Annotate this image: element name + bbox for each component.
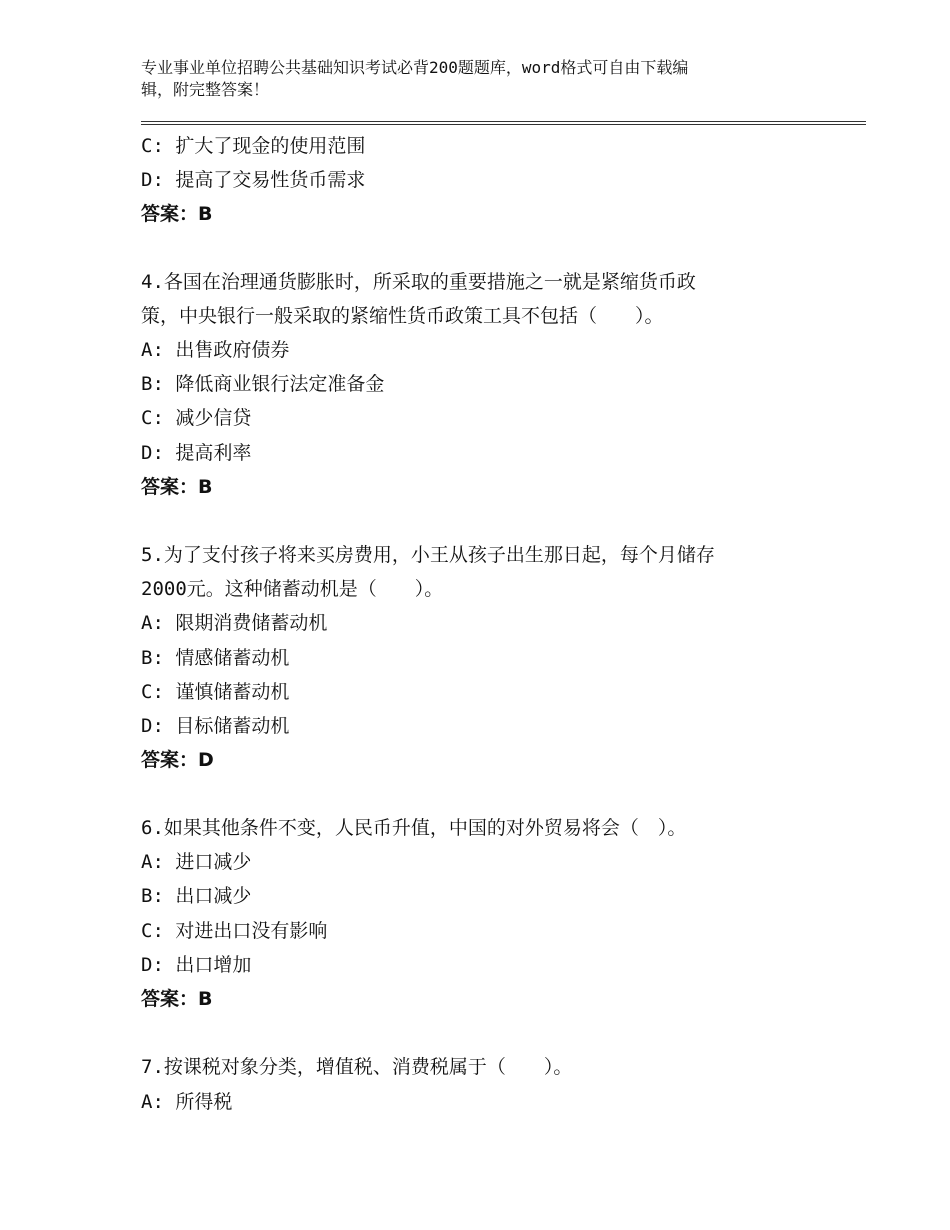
document-header bbox=[141, 57, 781, 101]
question-line: C: 扩大了现金的使用范围 bbox=[141, 135, 366, 157]
question-line: A: 进口减少 bbox=[141, 851, 252, 873]
question-line: 4.各国在治理通货膨胀时，所采取的重要措施之一就是紧缩货币政 bbox=[141, 271, 696, 293]
answer-line: 答案：B bbox=[141, 203, 213, 225]
question-line: B: 出口减少 bbox=[141, 885, 252, 907]
answer-line: 答案：D bbox=[141, 749, 214, 771]
question-line: D: 出口增加 bbox=[141, 954, 252, 976]
question-line: C: 对进出口没有影响 bbox=[141, 920, 328, 942]
question-line: D: 提高利率 bbox=[141, 442, 252, 464]
question-line: A: 所得税 bbox=[141, 1091, 233, 1113]
question-line: 7.按课税对象分类，增值税、消费税属于（ ）。 bbox=[141, 1056, 573, 1078]
answer-line: 答案：B bbox=[141, 476, 213, 498]
header-line-2: 辑，附完整答案！ bbox=[141, 80, 270, 99]
header-rule-bottom bbox=[141, 124, 866, 125]
answer-line: 答案：B bbox=[141, 988, 213, 1010]
question-line: B: 情感储蓄动机 bbox=[141, 647, 290, 669]
question-line: D: 目标储蓄动机 bbox=[141, 715, 290, 737]
question-line: B: 降低商业银行法定准备金 bbox=[141, 373, 385, 395]
question-line: A: 限期消费储蓄动机 bbox=[141, 612, 328, 634]
question-line: C: 减少信贷 bbox=[141, 407, 252, 429]
header-line-1: 专业事业单位招聘公共基础知识考试必背200题题库，word格式可自由下载编 bbox=[141, 58, 689, 77]
question-line: 5.为了支付孩子将来买房费用，小王从孩子出生那日起，每个月储存 bbox=[141, 544, 715, 566]
question-line: C: 谨慎储蓄动机 bbox=[141, 681, 290, 703]
question-line: D: 提高了交易性货币需求 bbox=[141, 169, 366, 191]
header-rule-top bbox=[141, 121, 866, 122]
question-line: 6.如果其他条件不变，人民币升值，中国的对外贸易将会（ ）。 bbox=[141, 817, 687, 839]
question-line: A: 出售政府债券 bbox=[141, 339, 290, 361]
question-line: 策，中央银行一般采取的紧缩性货币政策工具不包括（ ）。 bbox=[141, 305, 664, 327]
question-line: 2000元。这种储蓄动机是（ ）。 bbox=[141, 578, 444, 600]
